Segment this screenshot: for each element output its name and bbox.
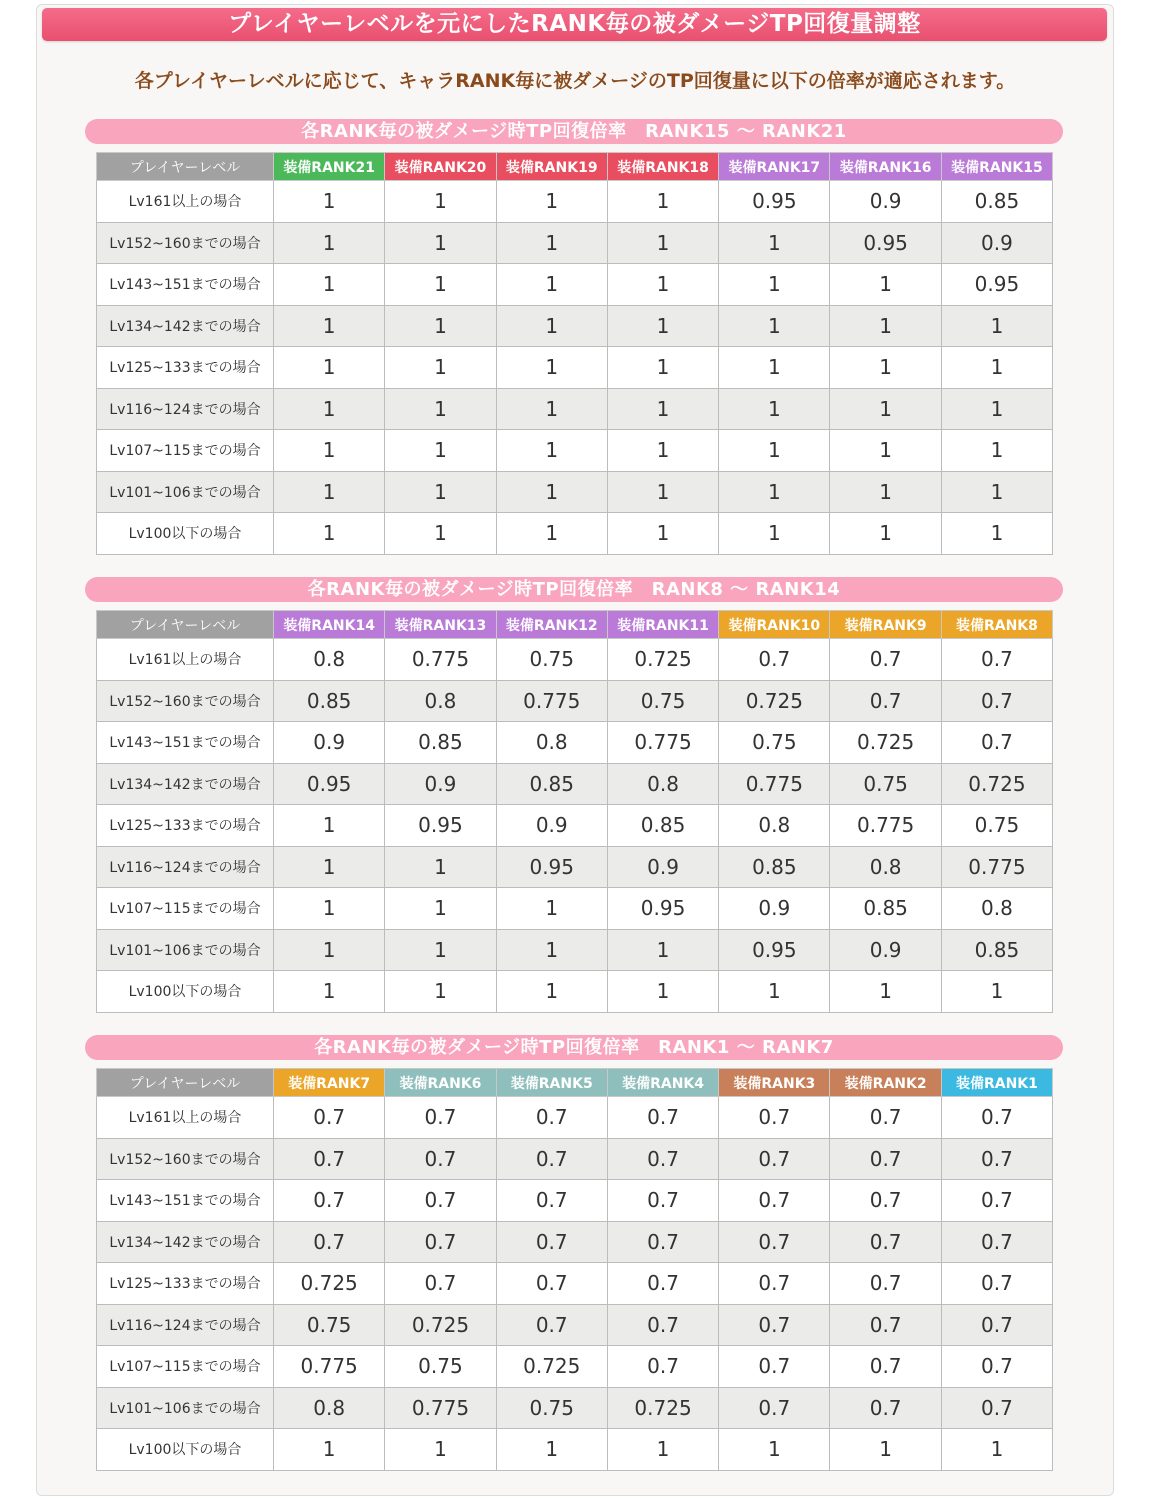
rate-value-cell: 1 (274, 181, 385, 223)
rate-value-cell: 0.7 (274, 1221, 385, 1263)
rank-column-header: 装備RANK20 (385, 153, 496, 181)
rate-value-cell: 0.75 (941, 805, 1052, 847)
level-label-cell: Lv152~160までの場合 (97, 680, 274, 722)
level-label-cell: Lv116~124までの場合 (97, 388, 274, 430)
rate-value-cell: 0.75 (830, 763, 941, 805)
rate-value-cell: 1 (719, 264, 830, 306)
rate-value-cell: 0.7 (607, 1097, 718, 1139)
rate-value-cell: 1 (941, 471, 1052, 513)
intro-text: 各プレイヤーレベルに応じて、キャラRANK毎に被ダメージのTP回復量に以下の倍率が適応されます。 (134, 70, 1016, 92)
level-label-cell: Lv101~106までの場合 (97, 471, 274, 513)
rate-value-cell: 0.7 (830, 1387, 941, 1429)
rank-column-header: 装備RANK7 (274, 1069, 385, 1097)
rate-value-cell: 1 (274, 888, 385, 930)
rate-value-cell: 1 (274, 264, 385, 306)
rate-value-cell: 0.7 (941, 1097, 1052, 1139)
rate-value-cell: 1 (385, 430, 496, 472)
rate-value-cell: 0.7 (607, 1180, 718, 1222)
rate-value-cell: 1 (607, 513, 718, 555)
table-row (97, 471, 1053, 513)
rate-value-cell: 0.9 (496, 805, 607, 847)
rate-value-cell: 1 (607, 471, 718, 513)
section-title-rank15-21: 各RANK毎の被ダメージ時TP回復倍率 RANK15 ～ RANK21 (85, 119, 1063, 144)
rate-value-cell: 0.95 (719, 929, 830, 971)
level-label-cell: Lv125~133までの場合 (97, 805, 274, 847)
rate-value-cell: 0.7 (830, 1097, 941, 1139)
rate-value-cell: 0.7 (830, 1180, 941, 1222)
rate-value-cell: 1 (830, 388, 941, 430)
rate-value-cell: 0.7 (941, 1180, 1052, 1222)
level-label-cell: Lv100以下の場合 (97, 1429, 274, 1471)
rate-value-cell: 1 (941, 430, 1052, 472)
rate-value-cell: 1 (496, 388, 607, 430)
table-header-row (97, 153, 1053, 181)
rate-value-cell: 1 (385, 305, 496, 347)
rate-value-cell: 1 (274, 971, 385, 1013)
rank-column-header: 装備RANK18 (607, 153, 718, 181)
rate-value-cell: 0.75 (607, 680, 718, 722)
rate-value-cell: 0.7 (385, 1138, 496, 1180)
rate-value-cell: 0.7 (830, 680, 941, 722)
rate-value-cell: 1 (607, 305, 718, 347)
level-label-cell: Lv161以上の場合 (97, 181, 274, 223)
rate-value-cell: 1 (607, 971, 718, 1013)
rate-value-cell: 1 (496, 971, 607, 1013)
rate-value-cell: 0.7 (830, 1221, 941, 1263)
rate-value-cell: 0.75 (274, 1304, 385, 1346)
rate-value-cell: 0.7 (719, 1221, 830, 1263)
table-header-row (97, 611, 1053, 639)
rate-value-cell: 0.95 (941, 264, 1052, 306)
rate-value-cell: 0.7 (941, 722, 1052, 764)
rate-value-cell: 1 (385, 888, 496, 930)
rate-value-cell: 0.9 (607, 846, 718, 888)
table-row (97, 1346, 1053, 1388)
rate-value-cell: 1 (496, 222, 607, 264)
rate-value-cell: 0.725 (607, 639, 718, 681)
rank-column-header: 装備RANK6 (385, 1069, 496, 1097)
rate-value-cell: 1 (274, 805, 385, 847)
level-label-cell: Lv107~115までの場合 (97, 1346, 274, 1388)
rate-value-cell: 1 (274, 471, 385, 513)
level-label-cell: Lv116~124までの場合 (97, 846, 274, 888)
rank-column-header: 装備RANK4 (607, 1069, 718, 1097)
rate-value-cell: 0.85 (941, 929, 1052, 971)
rate-value-cell: 0.95 (830, 222, 941, 264)
level-label-cell: Lv143~151までの場合 (97, 264, 274, 306)
rate-value-cell: 0.8 (385, 680, 496, 722)
rate-value-cell: 0.775 (830, 805, 941, 847)
level-column-header: プレイヤーレベル (97, 153, 274, 181)
rate-value-cell: 1 (719, 1429, 830, 1471)
rate-value-cell: 1 (274, 347, 385, 389)
rate-value-cell: 0.8 (274, 1387, 385, 1429)
rate-value-cell: 0.9 (385, 763, 496, 805)
rate-value-cell: 0.85 (274, 680, 385, 722)
rank-column-header: 装備RANK14 (274, 611, 385, 639)
rate-value-cell: 0.7 (830, 1346, 941, 1388)
rate-value-cell: 1 (496, 305, 607, 347)
rank-column-header: 装備RANK12 (496, 611, 607, 639)
rate-value-cell: 0.8 (941, 888, 1052, 930)
rate-value-cell: 0.775 (941, 846, 1052, 888)
table-row (97, 430, 1053, 472)
rate-value-cell: 0.725 (607, 1387, 718, 1429)
table-row (97, 1180, 1053, 1222)
rate-value-cell: 0.85 (830, 888, 941, 930)
level-label-cell: Lv125~133までの場合 (97, 347, 274, 389)
table-row (97, 347, 1053, 389)
rate-value-cell: 0.7 (719, 1138, 830, 1180)
rate-value-cell: 1 (385, 513, 496, 555)
rate-value-cell: 0.725 (496, 1346, 607, 1388)
rate-value-cell: 1 (941, 971, 1052, 1013)
rate-value-cell: 1 (719, 513, 830, 555)
rate-value-cell: 0.85 (941, 181, 1052, 223)
rate-value-cell: 1 (385, 181, 496, 223)
rate-value-cell: 0.95 (496, 846, 607, 888)
rate-value-cell: 1 (496, 347, 607, 389)
rate-value-cell: 0.7 (607, 1346, 718, 1388)
rate-value-cell: 0.7 (719, 1180, 830, 1222)
rate-value-cell: 1 (941, 305, 1052, 347)
rate-value-cell: 1 (607, 430, 718, 472)
level-label-cell: Lv116~124までの場合 (97, 1304, 274, 1346)
level-label-cell: Lv152~160までの場合 (97, 1138, 274, 1180)
table-row (97, 971, 1053, 1013)
rate-value-cell: 0.9 (830, 929, 941, 971)
rate-value-cell: 0.7 (496, 1221, 607, 1263)
level-label-cell: Lv161以上の場合 (97, 1097, 274, 1139)
rate-value-cell: 0.7 (830, 1263, 941, 1305)
rate-value-cell: 1 (385, 388, 496, 430)
rate-value-cell: 0.75 (496, 639, 607, 681)
rate-value-cell: 0.7 (941, 1304, 1052, 1346)
level-label-cell: Lv125~133までの場合 (97, 1263, 274, 1305)
rate-value-cell: 1 (830, 430, 941, 472)
rate-value-cell: 1 (719, 471, 830, 513)
rate-value-cell: 1 (607, 264, 718, 306)
level-label-cell: Lv101~106までの場合 (97, 1387, 274, 1429)
table-row (97, 639, 1053, 681)
table-row (97, 264, 1053, 306)
rate-value-cell: 1 (830, 471, 941, 513)
level-label-cell: Lv100以下の場合 (97, 971, 274, 1013)
rate-value-cell: 0.7 (385, 1221, 496, 1263)
rate-value-cell: 0.9 (274, 722, 385, 764)
level-label-cell: Lv107~115までの場合 (97, 430, 274, 472)
rate-value-cell: 0.7 (274, 1138, 385, 1180)
rate-value-cell: 0.8 (496, 722, 607, 764)
rate-value-cell: 1 (607, 1429, 718, 1471)
table-row (97, 181, 1053, 223)
table-row (97, 388, 1053, 430)
rate-value-cell: 1 (719, 971, 830, 1013)
rate-value-cell: 0.7 (607, 1138, 718, 1180)
rate-value-cell: 0.8 (719, 805, 830, 847)
rate-value-cell: 0.7 (719, 1097, 830, 1139)
rate-value-cell: 0.7 (719, 1304, 830, 1346)
rate-value-cell: 0.7 (719, 1346, 830, 1388)
rate-value-cell: 0.7 (385, 1263, 496, 1305)
table-row (97, 1221, 1053, 1263)
rate-value-cell: 0.85 (607, 805, 718, 847)
level-label-cell: Lv152~160までの場合 (97, 222, 274, 264)
rate-value-cell: 0.7 (830, 1138, 941, 1180)
rate-value-cell: 0.775 (385, 1387, 496, 1429)
rate-value-cell: 1 (385, 264, 496, 306)
rate-value-cell: 0.7 (719, 639, 830, 681)
rate-value-cell: 1 (496, 264, 607, 306)
rate-value-cell: 0.7 (941, 1346, 1052, 1388)
table-row (97, 1263, 1053, 1305)
rate-value-cell: 1 (385, 846, 496, 888)
rate-value-cell: 1 (941, 388, 1052, 430)
rank-column-header: 装備RANK16 (830, 153, 941, 181)
rate-value-cell: 0.7 (719, 1263, 830, 1305)
rate-value-cell: 0.7 (941, 1221, 1052, 1263)
rate-value-cell: 0.7 (607, 1304, 718, 1346)
rate-value-cell: 0.7 (830, 1304, 941, 1346)
rate-value-cell: 1 (385, 929, 496, 971)
rate-value-cell: 1 (274, 430, 385, 472)
rate-value-cell: 1 (719, 388, 830, 430)
rate-table-rank1-7 (96, 1068, 1053, 1471)
table-row (97, 888, 1053, 930)
rate-value-cell: 0.75 (385, 1346, 496, 1388)
rate-value-cell: 0.8 (830, 846, 941, 888)
rank-column-header: 装備RANK13 (385, 611, 496, 639)
level-label-cell: Lv134~142までの場合 (97, 305, 274, 347)
level-label-cell: Lv107~115までの場合 (97, 888, 274, 930)
rate-value-cell: 1 (274, 929, 385, 971)
rate-value-cell: 1 (496, 471, 607, 513)
level-label-cell: Lv134~142までの場合 (97, 763, 274, 805)
rate-value-cell: 0.7 (496, 1304, 607, 1346)
table-row (97, 1138, 1053, 1180)
rate-value-cell: 0.7 (941, 1138, 1052, 1180)
rate-value-cell: 1 (274, 1429, 385, 1471)
rate-value-cell: 0.775 (385, 639, 496, 681)
rate-value-cell: 0.775 (274, 1346, 385, 1388)
rate-value-cell: 0.7 (941, 680, 1052, 722)
rate-value-cell: 1 (830, 305, 941, 347)
rate-value-cell: 0.9 (941, 222, 1052, 264)
level-label-cell: Lv143~151までの場合 (97, 722, 274, 764)
section-title-rank1-7: 各RANK毎の被ダメージ時TP回復倍率 RANK1 ～ RANK7 (85, 1035, 1063, 1060)
level-label-cell: Lv101~106までの場合 (97, 929, 274, 971)
rate-value-cell: 1 (830, 347, 941, 389)
level-label-cell: Lv100以下の場合 (97, 513, 274, 555)
table-row (97, 1097, 1053, 1139)
table-row (97, 763, 1053, 805)
rate-value-cell: 1 (941, 513, 1052, 555)
rate-value-cell: 0.7 (830, 639, 941, 681)
rate-value-cell: 0.725 (941, 763, 1052, 805)
rank-column-header: 装備RANK10 (719, 611, 830, 639)
rate-value-cell: 0.8 (607, 763, 718, 805)
rate-value-cell: 1 (941, 1429, 1052, 1471)
rank-column-header: 装備RANK17 (719, 153, 830, 181)
rate-value-cell: 0.725 (385, 1304, 496, 1346)
rate-value-cell: 0.775 (496, 680, 607, 722)
rate-value-cell: 1 (496, 513, 607, 555)
level-label-cell: Lv143~151までの場合 (97, 1180, 274, 1222)
rate-value-cell: 0.7 (385, 1097, 496, 1139)
rate-value-cell: 0.7 (496, 1180, 607, 1222)
rank-column-header: 装備RANK11 (607, 611, 718, 639)
rate-value-cell: 0.95 (607, 888, 718, 930)
rate-value-cell: 1 (496, 181, 607, 223)
rate-value-cell: 0.7 (496, 1138, 607, 1180)
rate-value-cell: 0.85 (385, 722, 496, 764)
rate-value-cell: 0.7 (941, 1387, 1052, 1429)
rate-value-cell: 0.7 (607, 1263, 718, 1305)
table-row (97, 1387, 1053, 1429)
table-header-row (97, 1069, 1053, 1097)
rate-value-cell: 1 (274, 305, 385, 347)
level-label-cell: Lv134~142までの場合 (97, 1221, 274, 1263)
rate-value-cell: 1 (385, 347, 496, 389)
rank-column-header: 装備RANK21 (274, 153, 385, 181)
rate-value-cell: 1 (607, 222, 718, 264)
table-row (97, 929, 1053, 971)
table-row (97, 1304, 1053, 1346)
rate-value-cell: 0.725 (719, 680, 830, 722)
rank-column-header: 装備RANK1 (941, 1069, 1052, 1097)
rate-value-cell: 0.75 (719, 722, 830, 764)
rate-value-cell: 0.7 (385, 1180, 496, 1222)
rate-value-cell: 0.7 (274, 1097, 385, 1139)
table-row (97, 222, 1053, 264)
rate-value-cell: 1 (496, 1429, 607, 1471)
rate-value-cell: 1 (830, 513, 941, 555)
table-row (97, 680, 1053, 722)
rate-value-cell: 0.7 (496, 1263, 607, 1305)
rank-column-header: 装備RANK3 (719, 1069, 830, 1097)
rate-value-cell: 0.7 (941, 1263, 1052, 1305)
rate-value-cell: 0.775 (607, 722, 718, 764)
rate-value-cell: 1 (496, 929, 607, 971)
rate-value-cell: 1 (830, 1429, 941, 1471)
rate-value-cell: 1 (385, 471, 496, 513)
rate-value-cell: 0.85 (496, 763, 607, 805)
rate-value-cell: 1 (719, 347, 830, 389)
rate-value-cell: 1 (607, 388, 718, 430)
table-row (97, 722, 1053, 764)
rate-value-cell: 1 (719, 430, 830, 472)
rate-value-cell: 0.7 (496, 1097, 607, 1139)
table-row (97, 805, 1053, 847)
rate-value-cell: 1 (830, 971, 941, 1013)
rate-value-cell: 1 (830, 264, 941, 306)
rate-value-cell: 1 (719, 305, 830, 347)
rate-value-cell: 1 (607, 347, 718, 389)
rate-value-cell: 1 (607, 181, 718, 223)
rate-value-cell: 1 (274, 388, 385, 430)
page-title: プレイヤーレベルを元にしたRANK毎の被ダメージTP回復量調整 (42, 8, 1107, 41)
table-row (97, 305, 1053, 347)
level-label-cell: Lv161以上の場合 (97, 639, 274, 681)
rate-value-cell: 0.8 (274, 639, 385, 681)
rate-value-cell: 0.725 (830, 722, 941, 764)
rate-value-cell: 0.95 (274, 763, 385, 805)
rate-value-cell: 1 (385, 222, 496, 264)
rate-value-cell: 1 (941, 347, 1052, 389)
rate-value-cell: 1 (496, 888, 607, 930)
rank-column-header: 装備RANK9 (830, 611, 941, 639)
rank-column-header: 装備RANK15 (941, 153, 1052, 181)
rate-value-cell: 1 (274, 846, 385, 888)
rate-value-cell: 1 (274, 222, 385, 264)
rate-value-cell: 0.725 (274, 1263, 385, 1305)
rate-value-cell: 1 (496, 430, 607, 472)
rate-value-cell: 0.95 (385, 805, 496, 847)
rank-column-header: 装備RANK19 (496, 153, 607, 181)
rate-value-cell: 0.7 (941, 639, 1052, 681)
table-row (97, 513, 1053, 555)
rate-value-cell: 1 (274, 513, 385, 555)
rate-value-cell: 0.9 (830, 181, 941, 223)
rate-value-cell: 1 (385, 971, 496, 1013)
rate-value-cell: 0.85 (719, 846, 830, 888)
table-row (97, 1429, 1053, 1471)
section-title-rank8-14: 各RANK毎の被ダメージ時TP回復倍率 RANK8 ～ RANK14 (85, 577, 1063, 602)
level-column-header: プレイヤーレベル (97, 1069, 274, 1097)
table-row (97, 846, 1053, 888)
rate-value-cell: 0.9 (719, 888, 830, 930)
rate-table-rank8-14 (96, 610, 1053, 1013)
rank-column-header: 装備RANK5 (496, 1069, 607, 1097)
rank-column-header: 装備RANK2 (830, 1069, 941, 1097)
rank-column-header: 装備RANK8 (941, 611, 1052, 639)
rate-value-cell: 1 (719, 222, 830, 264)
level-column-header: プレイヤーレベル (97, 611, 274, 639)
rate-value-cell: 0.95 (719, 181, 830, 223)
rate-value-cell: 1 (385, 1429, 496, 1471)
rate-value-cell: 1 (607, 929, 718, 971)
rate-value-cell: 0.7 (607, 1221, 718, 1263)
rate-value-cell: 0.775 (719, 763, 830, 805)
rate-value-cell: 0.7 (719, 1387, 830, 1429)
rate-value-cell: 0.75 (496, 1387, 607, 1429)
rate-value-cell: 0.7 (274, 1180, 385, 1222)
rate-table-rank15-21 (96, 152, 1053, 555)
